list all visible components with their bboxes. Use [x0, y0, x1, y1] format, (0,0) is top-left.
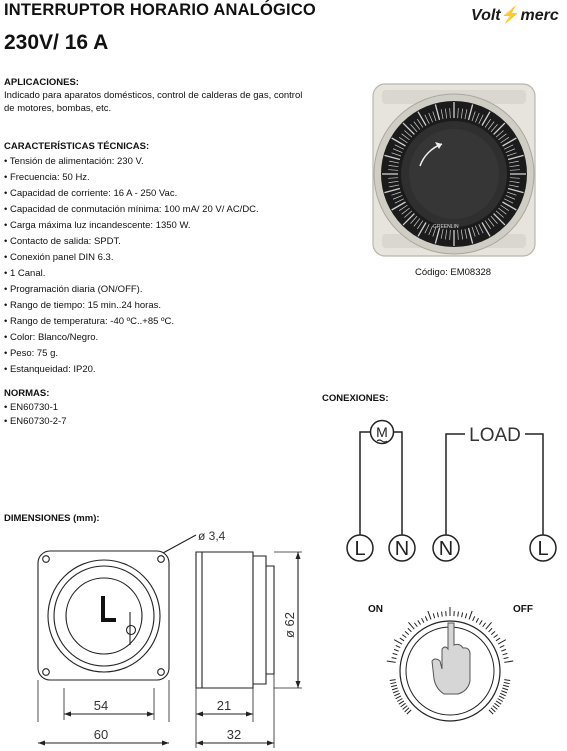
switch-tick [396, 645, 401, 647]
switch-tick [394, 693, 399, 695]
dim-21-label: 21 [216, 698, 232, 713]
hole-label: ø 3,4 [198, 529, 226, 543]
side-body [196, 552, 253, 688]
switch-tick [433, 613, 434, 618]
switch-tick [397, 699, 402, 702]
switch-tick [483, 623, 486, 627]
switch-tick [402, 635, 406, 638]
spec-item: • Contacto de salida: SPDT. [4, 234, 259, 250]
specs-heading: CARACTERÍSTICAS TÉCNICAS: [4, 141, 150, 152]
spec-item: • Frecuencia: 50 Hz. [4, 170, 259, 186]
spec-item: • Tensión de alimentación: 230 V. [4, 154, 259, 170]
switch-tick [501, 691, 507, 693]
brand-logo-right: merc [520, 7, 559, 24]
switch-tick [489, 710, 493, 714]
switch-tick [489, 628, 493, 632]
switch-tick [458, 612, 459, 617]
switch-tick [394, 649, 399, 651]
switch-tick [442, 612, 443, 617]
norm-item: • EN60730-2-7 [4, 415, 66, 429]
connections-heading: CONEXIONES: [322, 393, 389, 404]
switch-tick [462, 612, 463, 617]
switch-tick [501, 649, 506, 651]
spec-item: • Carga máxima luz incandescente: 1350 W. [4, 218, 259, 234]
spec-item: • Rango de tiempo: 15 min..24 horas. [4, 298, 259, 314]
switch-tick [500, 693, 505, 695]
spec-item: • Capacidad de conmutación mínima: 100 mA/ 20 V/ AC/DC. [4, 202, 259, 218]
spec-item: • Conexión panel DIN 6.3. [4, 250, 259, 266]
norms-list [4, 401, 66, 428]
off-label: OFF [513, 604, 533, 615]
switch-tick [407, 710, 411, 714]
spec-item: • Color: Blanco/Negro. [4, 330, 259, 346]
mount-hole [158, 669, 165, 676]
terminal-label-4: L [537, 538, 549, 560]
wire-motor-n [393, 432, 402, 535]
mount-hole [158, 556, 165, 563]
switch-tick [473, 616, 475, 621]
spec-item: • Peso: 75 g. [4, 346, 259, 362]
norms-heading: NORMAS: [4, 388, 50, 399]
switch-tick [502, 688, 508, 690]
switch-tick [479, 620, 482, 624]
switch-tick [496, 638, 500, 641]
wire-n-load [446, 434, 465, 535]
hole-leader [163, 535, 196, 553]
switch-tick [408, 628, 412, 632]
product-dial-inner [409, 129, 499, 219]
wire-l-motor [360, 432, 371, 535]
switch-tick [494, 635, 498, 638]
wire-load-l [525, 434, 543, 535]
spec-item: • Programación diaria (ON/OFF). [4, 282, 259, 298]
brand-logo [471, 5, 559, 25]
front-clock-hands-icon [103, 596, 116, 620]
switch-tick [493, 706, 498, 710]
switch-tick [403, 706, 408, 710]
bolt-icon: ⚡ [500, 7, 521, 24]
switch-tick [390, 680, 396, 681]
switch-tick [491, 708, 495, 712]
terminal-label-1: L [354, 538, 366, 560]
switch-tick [399, 701, 404, 704]
dial-brand: GREENLIN [433, 224, 459, 230]
switch-tick [405, 708, 409, 712]
switch-tick [393, 691, 399, 693]
switch-tick [504, 680, 510, 681]
motor-label: M [376, 424, 388, 440]
spec-item: • Rango de temperatura: -40 ºC..+85 ºC. [4, 314, 259, 330]
dimensions-heading: DIMENSIONES (mm): [4, 513, 100, 524]
product-code: Código: EM08328 [415, 267, 492, 278]
front-override [127, 626, 136, 635]
switch-drawing [370, 595, 530, 745]
norm-item: • EN60730-1 [4, 401, 66, 415]
spec-item: • Estanqueidad: IP20. [4, 362, 259, 378]
switch-tick [503, 653, 508, 654]
switch-tick [504, 661, 513, 662]
specs-list [4, 154, 259, 378]
product-image [370, 82, 540, 262]
switch-tick [425, 616, 427, 621]
switch-tick [428, 611, 431, 619]
terminal-label-3: N [438, 538, 454, 560]
dimension-drawing [0, 525, 330, 751]
switch-tick [498, 640, 506, 644]
spec-item: • Capacidad de corriente: 16 A - 250 Vac. [4, 186, 259, 202]
switch-tick [486, 622, 492, 629]
connection-diagram [335, 410, 567, 570]
switch-tick [393, 653, 398, 654]
switch-tick [504, 657, 509, 658]
dim-62-label: ø 62 [282, 611, 297, 638]
brand-logo-left: Volt [471, 7, 501, 24]
switch-tick [387, 661, 396, 662]
mount-hole [43, 556, 50, 563]
switch-tick [476, 618, 478, 622]
switch-tick [437, 612, 438, 617]
motor-tilde-icon [377, 440, 387, 442]
switch-tick [392, 688, 398, 690]
switch-tick [469, 611, 472, 619]
switch-tick [422, 618, 424, 622]
switch-tick [414, 623, 417, 627]
switch-tick [499, 696, 504, 699]
switch-tick [500, 645, 505, 647]
switch-tick [405, 631, 409, 634]
switch-tick [392, 657, 397, 658]
switch-tick [503, 685, 509, 687]
switch-tick [396, 696, 401, 699]
side-dial [253, 556, 266, 684]
side-cap [266, 566, 274, 674]
switch-tick [418, 620, 421, 624]
page-subtitle: 230V/ 16 A [4, 31, 109, 54]
applications-text: Indicado para aparatos domésticos, control de calderas de gas, control de motores, bombas, etc. [4, 90, 303, 114]
on-label: ON [368, 604, 383, 615]
switch-tick [391, 685, 397, 687]
dim-32-label: 32 [226, 727, 242, 742]
switch-tick [504, 682, 510, 683]
switch-tick [394, 640, 402, 644]
switch-tick [401, 703, 406, 707]
mount-hole [43, 669, 50, 676]
switch-tick [465, 613, 466, 618]
switch-tick [498, 699, 503, 702]
terminal-label-2: N [394, 538, 410, 560]
switch-tick [494, 703, 499, 707]
dim-54-label: 54 [93, 698, 109, 713]
switch-tick [491, 631, 495, 634]
switch-tick [390, 682, 396, 683]
spec-item: • 1 Canal. [4, 266, 259, 282]
dim-60-label: 60 [93, 727, 109, 742]
page-title: INTERRUPTOR HORARIO ANALÓGICO [4, 1, 316, 19]
load-label: LOAD [469, 425, 521, 446]
switch-tick [408, 622, 414, 629]
applications-heading: APLICACIONES: [4, 77, 79, 88]
switch-tick [400, 638, 404, 641]
switch-tick [496, 701, 501, 704]
